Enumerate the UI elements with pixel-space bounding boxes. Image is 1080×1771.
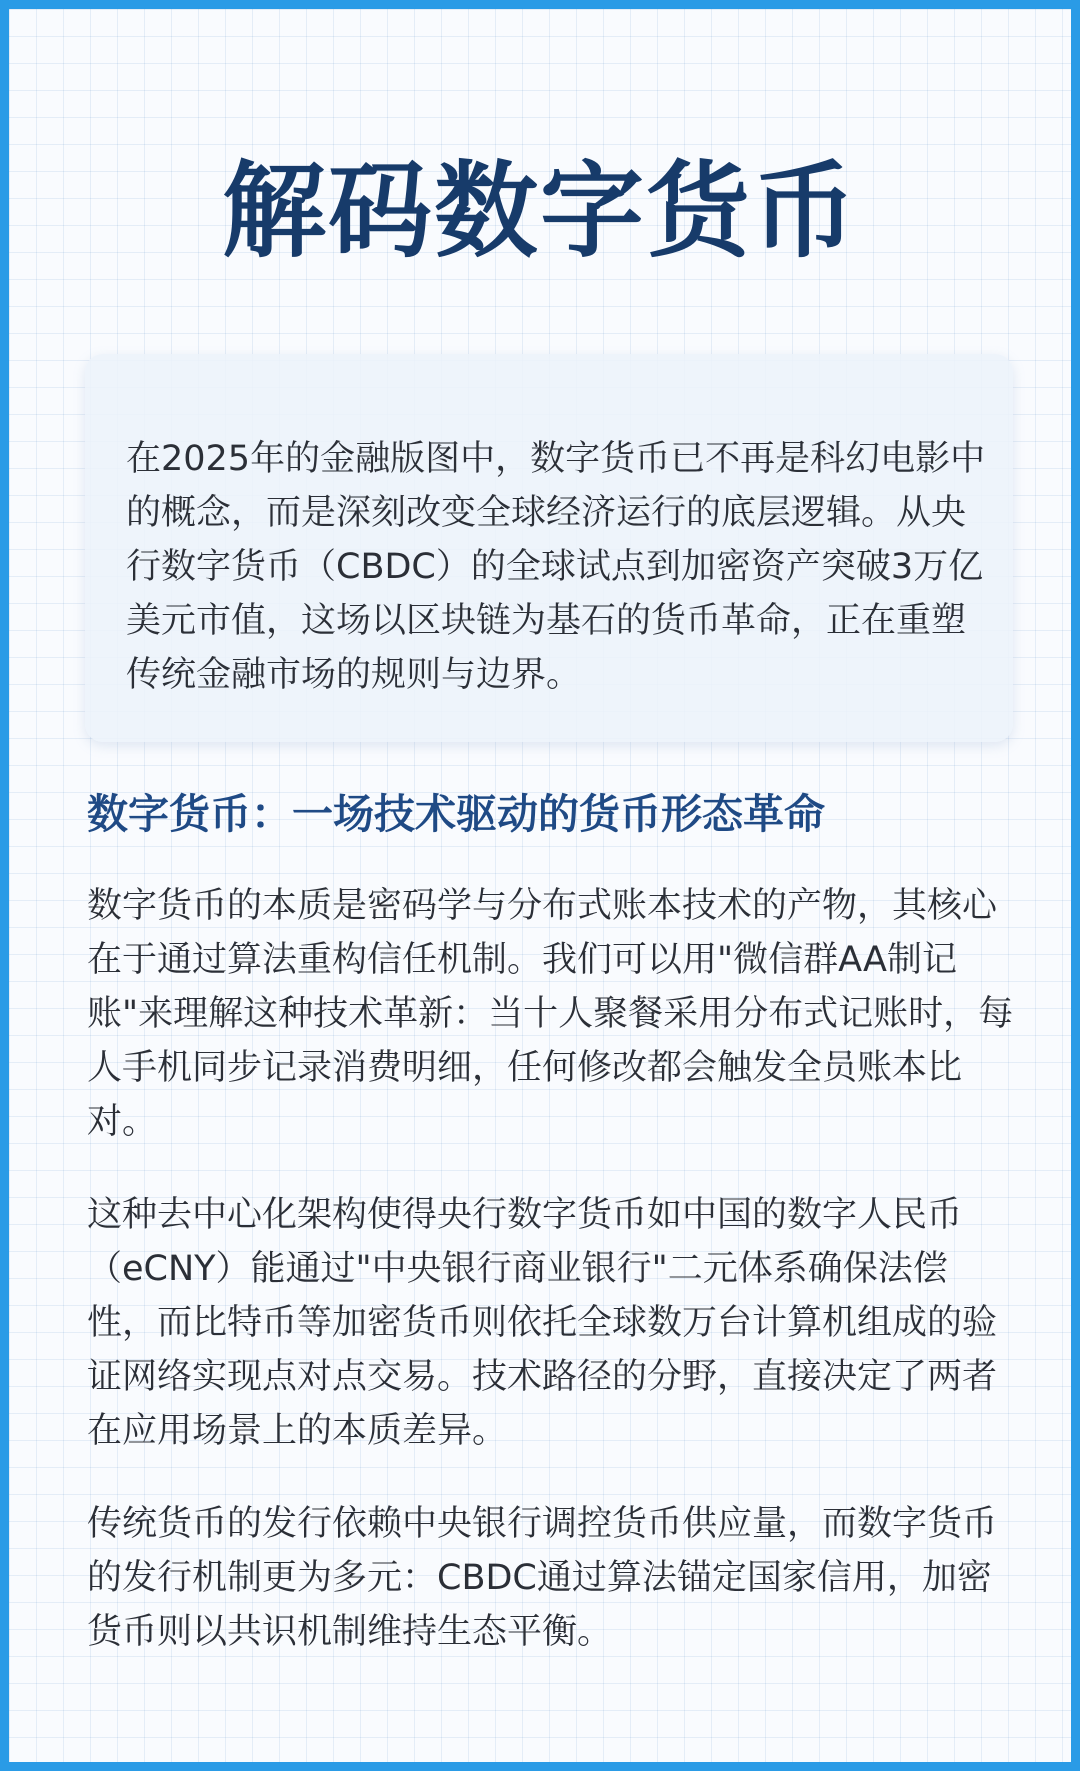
body-paragraph-2: 这种去中心化架构使得央行数字货币如中国的数字人民币（eCNY）能通过"中央银行商业银行"二元体系确保法偿性，而比特币等加密货币则依托全球数万台计算机组成的验证网络实现点对点交易。技术路径的分野，直接决定了两者在应用场景上的本质差异。 — [87, 1195, 998, 1451]
intro-paragraph: 在2025年的金融版图中，数字货币已不再是科幻电影中的概念，而是深刻改变全球经济运行的底层逻辑。从央行数字货币（CBDC）的全球试点到加密资产突破3万亿美元市值，这场以区块链为基石的货币革命，正在重塑传统金融市场的规则与边界。 — [126, 439, 986, 695]
body-paragraph-3: 传统货币的发行依赖中央银行调控货币供应量，而数字货币的发行机制更为多元：CBDC通过算法锚定国家信用，加密货币则以共识机制维持生态平衡。 — [87, 1504, 998, 1652]
intro-card — [85, 354, 1013, 742]
page-title: 解码数字货币 — [221, 150, 858, 272]
body-paragraph-1: 数字货币的本质是密码学与分布式账本技术的产物，其核心在于通过算法重构信任机制。我们可以用"微信群AA制记账"来理解这种技术革新：当十人聚餐采用分布式记账时，每人手机同步记录消费明细，任何修改都会触发全员账本比对。 — [87, 886, 1014, 1142]
section-heading: 数字货币：一场技术驱动的货币形态革命 — [87, 790, 825, 838]
